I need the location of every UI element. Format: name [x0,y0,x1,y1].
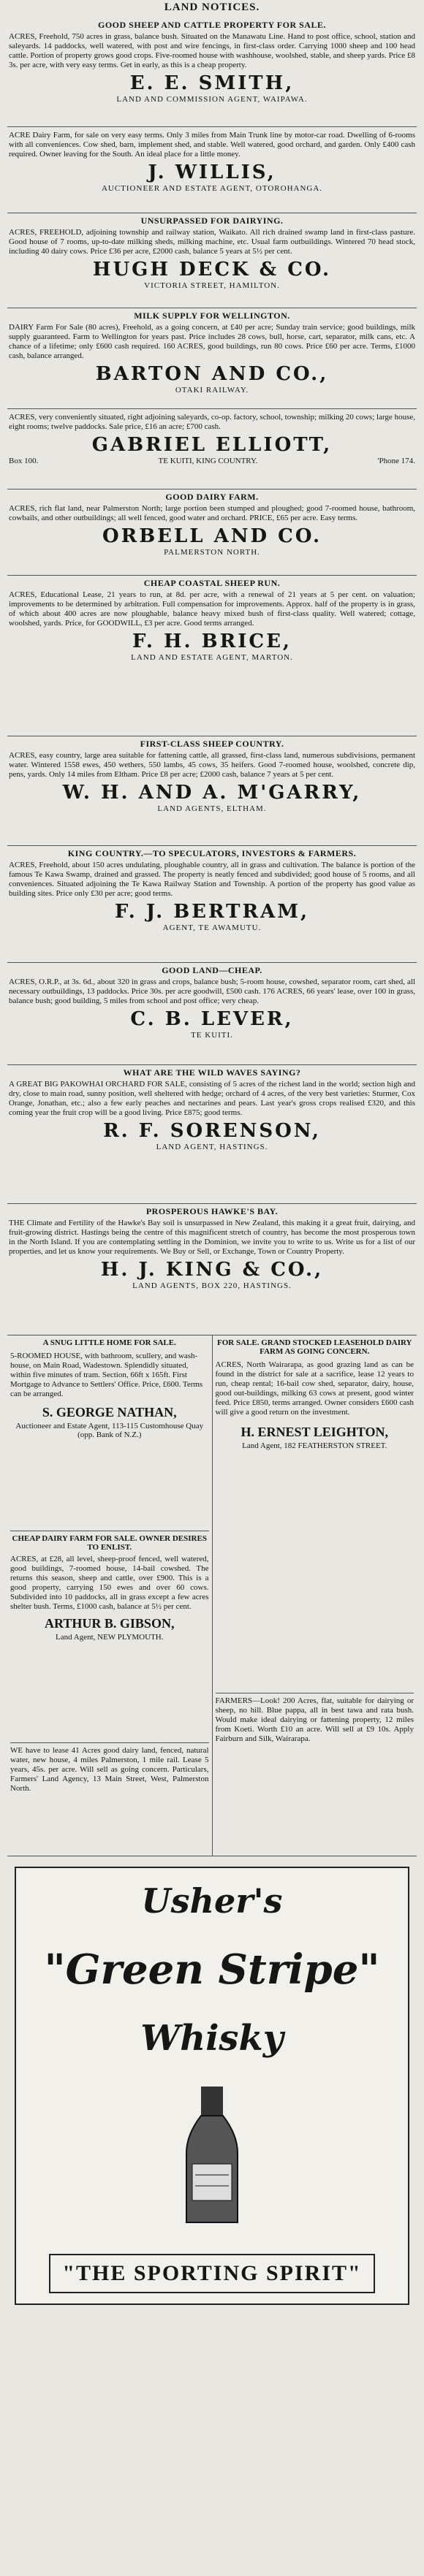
ad-agent: J. WILLIS, [148,161,276,183]
ad-agent: H. ERNEST LEIGHTON, [241,1425,388,1439]
ad-wild-waves [7,1065,417,1204]
ad-agent: W. H. AND A. M'GARRY, [62,782,362,804]
ad-cheap-dairy-farm [10,1531,209,1743]
ad-agent: ARTHUR B. GIBSON, [45,1616,175,1631]
ad-leasehold-dairy [216,1335,414,1693]
whisky-bottle-icon [157,2084,267,2230]
ad-coastal-sheep-run [7,576,417,736]
ad-agent: F. H. BRICE, [132,630,292,652]
ad-hawkes-bay [7,1204,417,1335]
ad-address: VICTORIA STREET, HAMILTON. [144,281,280,290]
ad-body: FARMERS—Look! 200 Acres, flat, suitable for dairying or sheep, no hill. Blue pappa, all in best tawa and rata bush. Would make ideal dairying or fattening property, 12 miles from Koeti. Worth £10 an acre. Will sell at £9 10s. Apply Fairburn and Silk, Wairarapa. [215,1696,414,1743]
newspaper-page [7,0,417,2576]
whisky-tagline: "THE SPORTING SPIRIT" [49,2254,374,2293]
ad-unsurpassed-dairying [7,213,417,308]
whisky-brand: Usher's [141,1881,283,1921]
ad-address: LAND AGENTS, BOX 220, HASTINGS. [132,1281,292,1290]
ad-good-land-cheap [7,963,417,1065]
ad-sheep-cattle-property [7,18,417,127]
right-column [212,1335,417,1856]
ad-body: ACRES, Educational Lease, 21 years to run, at 8d. per acre, with a renewal of 21 years at 5 per cent. on valuation; improvements to be determined by arbitration. Full compensation for improvements. Approx. half of the property is in grass, of which about 400 acres are now ploughable, balance heavy mixed bush of first-class quality. Well watered; cottage, woolshed, yards. Price, for GOODWILL, £3 per acre. Good terms arranged. [9,590,415,628]
ad-agent: HUGH DECK & CO. [92,259,332,281]
ad-agent: ORBELL AND CO. [102,525,322,547]
ad-title: MILK SUPPLY FOR WELLINGTON. [134,310,290,321]
ad-body: ACRE Dairy Farm, for sale on very easy terms. Only 3 miles from Main Trunk line by motor-car road. Dwelling of 6-rooms with all conveniences. Cow shed, barn, implement shed, and stable. Well watered, good orchard, and garden. Only £400 cash required. Owner leaving for the South. An ideal place for a little money. [9,131,415,159]
whisky-name: "Green Stripe" [44,1945,380,1994]
ad-title: FIRST-CLASS SHEEP COUNTRY. [140,739,284,749]
ad-body: A GREAT BIG PAKOWHAI ORCHARD FOR SALE, consisting of 5 acres of the richest land in the world; section high and dry, close to main road, sunny position, well sheltered with hedge; orchard of 4 acres, of the very best varieties: Sturmer, Cox Orange, Jonathan, etc.; also a few early peaches and nectarines and pears. Last year's gross crops realised £320, and this coming year the fruit crop will be a good living. Price £875; good terms. [9,1080,415,1117]
ad-agent: F. J. BERTRAM, [114,901,310,923]
ad-body: ACRES, FREEHOLD, adjoining township and railway station, Waikato. All rich drained swamp land in first-class pasture. Good house of 7 rooms, up-to-date milking sheds, milking machine, etc. Usual farm outbuildings. Wintered 70 head stock, including 40 dairy cows. Price £36 per acre, £2000 cash, balance 5 years at 5½ per cent. [9,228,415,256]
ad-title: UNSURPASSED FOR DAIRYING. [140,216,284,226]
ad-agent: GABRIEL ELLIOTT, [91,434,333,456]
ad-contact-row [9,457,415,465]
whisky-advertisement [15,1867,409,2305]
ad-title: PROSPEROUS HAWKE'S BAY. [145,1206,279,1216]
ad-address: AGENT, TE AWAMUTU. [162,923,262,932]
ad-body: ACRES, O.R.P., at 3s. 6d., about 320 in grass and crops, balance bush; 5-room house, cowshed, separator room, cart shed, all necessary outbuildings, 13 paddocks. Price 30s. per acre goodwill, £500 cash. 176 ACRES, 66 years' lease, over 100 in grass, balance bush; good building, 5 miles from school and post office; very cheap. [9,978,415,1005]
ad-body: ACRES, very conveniently situated, right adjoining saleyards, co-op. factory, school, township; milking 20 cows; large house, eight rooms; twelve paddocks. Sale price, £16 an acre; £700 cash. [9,413,415,431]
ad-title: CHEAP DAIRY FARM FOR SALE. OWNER DESIRES TO ENLIST. [12,1534,207,1552]
ad-elliott [7,409,417,489]
left-column [7,1335,212,1856]
ad-title: WHAT ARE THE WILD WAVES SAYING? [123,1067,301,1078]
ad-king-country [7,846,417,963]
ad-body: WE have to lease 41 Acres good dairy land, fenced, natural water, new house, 4 miles Palmerston, 1 mile rail. Lease 5 years, 45s. per acre. Will sell as going concern. Particulars, Farmers' Land Agency, 13 Main Street, West, Palmerston North. [10,1746,209,1793]
ad-address: LAND AGENT, HASTINGS. [156,1143,268,1151]
ad-milk-supply [7,308,417,409]
ad-address: LAND AND ESTATE AGENT, MARTON. [131,653,293,662]
ad-address: TE KUITI. [191,1031,233,1040]
ad-address: Land Agent, 182 FEATHERSTON STREET. [242,1441,387,1450]
ad-good-dairy-farm [7,489,417,576]
ad-title: GOOD LAND—CHEAP. [162,965,262,975]
ad-body: DAIRY Farm For Sale (80 acres), Freehold, as a going concern, at £40 per acre; Sunday train service; good buildings, milk supply guaranteed. Farm to Wellington for years past. Price includes 28 cows, bull, horse, cart, separator, milk cans, etc. A chance of a lifetime; only £600 cash required. 160 ACRES, good buildings, run 80 cows. Price £60 per acre. Terms, £1000 cash, balance arranged. [9,323,415,360]
ad-title: A SNUG LITTLE HOME FOR SALE. [42,1338,176,1347]
ad-first-class-sheep [7,736,417,846]
section-heading: LAND NOTICES. [164,1,260,13]
ad-body: 5-ROOMED HOUSE, with bathroom, scullery, and wash-house, on Main Road, Wadestown. Splendidly situated, within five minutes of tram. Section, 66ft x 165ft. First Mortgage to Advance to Settlers' Office. Price, £600. Terms can be arranged. [10,1352,203,1398]
ad-body: ACRES, Freehold, about 150 acres undulating, ploughable country, all in grass and cultivation. The balance is portion of the famous Te Kawa Swamp, drained and grassed. The property is neatly fenced and subdivided; good house of 5 rooms, and all conveniences. Situated adjoining the Te Kawa Railway Station and Township. A portion of the property has good value as building sites. Price only £30 per acre; good terms. [9,861,415,898]
ad-box: Box 100. [9,457,39,465]
ad-body: THE Climate and Fertility of the Hawke's Bay soil is unsurpassed in New Zealand, this making it a great fruit, dairying, and fruit-growing district. Hastings being the centre of this magnificent stretch of country, has become the most prosperous town in the North Island. If you are contemplating settling in the Dominion, we invite you to write to us. Write us for a list of our properties, and let us know your requirements. We Buy or Sell, or Exchange, Town or Country Property. [9,1219,415,1256]
ad-title: FOR SALE. GRAND STOCKED LEASEHOLD DAIRY FARM AS GOING CONCERN. [216,1338,412,1356]
ad-address: TE KUITI, KING COUNTRY. [158,457,258,465]
ad-lease-dairy-land [10,1743,209,1794]
ad-title: KING COUNTRY.—TO SPECULATORS, INVESTORS & FARMERS. [67,848,357,858]
two-column-section [7,1335,417,1856]
ad-agent: S. GEORGE NATHAN, [42,1405,177,1420]
ad-agent: H. J. KING & CO., [100,1259,324,1281]
ad-title: CHEAP COASTAL SHEEP RUN. [143,578,281,588]
ad-address: Auctioneer and Estate Agent, 113-115 Customhouse Quay (opp. Bank of N.Z.) [15,1422,204,1439]
ad-title: GOOD SHEEP AND CATTLE PROPERTY FOR SALE. [98,20,326,30]
whisky-product: Whisky [140,2018,284,2059]
ad-snug-home [10,1335,209,1531]
ad-body: ACRES, easy country, large area suitable for fattening cattle, all grassed, first-class land, numerous subdivisions, permanent water. Wintered 1558 ewes, 450 wethers, 550 lambs, 45 cows, 35 heifers. Good 7-roomed house, woolshed, concrete dip, pens, yards. Only 14 miles from Eltham. Price £8 per acre; £2000 cash, balance 7 years at 5 per cent. [9,751,415,779]
ad-body: ACRES, rich flat land, near Palmerston North; large portion been stumped and ploughed; good 7-roomed house, bathroom, cowbails, and other outbuildings; all well fenced, good water and orchard. PRICE, £65 per acre. Easy terms. [9,504,415,522]
ad-address: LAND AND COMMISSION AGENT, WAIPAWA. [116,95,308,104]
ad-address: PALMERSTON NORTH. [164,548,260,557]
ad-address: OTAKI RAILWAY. [175,386,249,395]
ad-agent: R. F. SORENSON, [103,1120,321,1142]
ad-title: GOOD DAIRY FARM. [165,492,259,502]
ad-address: Land Agent, NEW PLYMOUTH. [56,1633,164,1642]
ad-farmers-look [216,1693,414,1744]
ad-phone: 'Phone 174. [377,457,415,465]
ad-agent: E. E. SMITH, [129,72,295,94]
ad-address: AUCTIONEER AND ESTATE AGENT, OTOROHANGA. [101,184,323,193]
ad-agent: C. B. LEVER, [130,1008,294,1030]
ad-body: ACRES, Freehold, 750 acres in grass, balance bush. Situated on the Manawatu Line. Hand to post office, school, station and saleyards. 14 paddocks, well watered, with post and wire fencings, in first-class order. Carrying 1000 sheep and 100 head cattle. Portion of property grows good crops. Five-roomed house with washhouse, woolshed, stable, and sheep yards. Price £8 3s. per acre, with very easy terms. Get in early, as this is a cheap property. [9,32,415,69]
ad-agent: BARTON AND CO., [95,363,329,385]
ad-body: ACRES, at £28, all level, sheep-proof fenced, well watered, good buildings, 7-roomed house, 14-bail cowshed. The returns this season, sheep and cattle, over £900. This is a good property, carrying 150 ewes and over 60 cows. Subdivided into 10 paddocks, all in grass except a few acres shelter bush. Terms, £1000 cash, balance at 5½ per cent. [10,1555,209,1611]
ad-body: ACRES, North Wairarapa, as good grazing land as can be found in the district for sale at a sacrifice, lease 12 years to run, cheap rental; 16-bail cow shed, separator, dairy, house, good out-buildings, milking 63 cows at present, good winter feed. Price £850, terms arranged. Owner considers £600 cash will give a good return on the investment. [215,1360,414,1417]
ad-address: LAND AGENTS, ELTHAM. [157,804,267,813]
ad-dairy-farm-willis [7,127,417,213]
